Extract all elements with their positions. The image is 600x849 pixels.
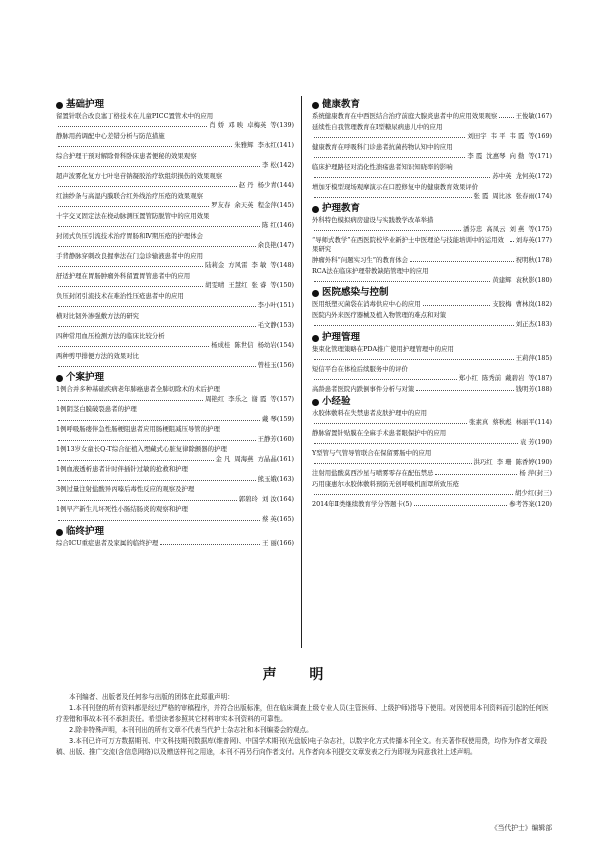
entry-title: 负压封闭引流技术在难治性压疮患者中的应用 [56,292,184,300]
entry-meta [56,495,294,504]
toc-entry[interactable] [56,132,294,150]
entry-meta [56,395,294,404]
toc-entry[interactable] [56,465,294,483]
entry-page: (114) [534,418,552,427]
entry-page: (154) [276,341,294,350]
toc-entry[interactable] [56,292,294,310]
entry-page: (160) [276,434,294,443]
entry-meta [312,418,552,427]
entry-authors: 熊玉娥 [257,474,277,483]
entry-meta [56,261,294,270]
entry-title: 1例阴茎白膜破裂患者的护理 [56,405,137,414]
entry-authors: 刘寿英 [515,236,535,245]
toc-entry[interactable] [312,112,552,121]
section-heading: 护理教育 [312,203,552,215]
entry-authors: 杨成桂 陈世信 杨幼岩 [211,341,277,350]
entry-title: 舒适护理在胃肠肿瘤外科留置胃管患者中的应用 [56,272,191,280]
declaration-paragraph: 本刊编者、出版者及任何参与出版的团体在此郑重声明： [69,693,234,701]
entry-authors: 黄建辉 袁秋影 [492,276,535,285]
entry-authors: 李 松 [261,161,277,170]
entry-meta [56,241,294,250]
entry-meta [56,321,294,330]
entry-authors: 郑小红 陈秀前 戴碧岩 等 [458,373,535,382]
entry-authors: 刘田宇 韦 平 韦 霞 等 [467,132,535,140]
leader-dots [58,520,260,521]
leader-dots [58,366,256,367]
entry-title: 医院内外来医疗器械及植入物管理的难点和对策 [312,311,447,320]
entry-authors: 金 凡 周海燕 方晶晶 [215,454,277,463]
entry-authors: 苏中英 龙何英 [492,172,535,180]
entry-meta [56,361,294,370]
entry-authors: 余良艳 [257,241,277,250]
entry-meta [312,276,552,285]
leader-dots [314,379,457,380]
entry-title: 1例合并多种基础疾病老年肺癌患者全肺切除术的术后护理 [56,385,220,394]
leader-dots [58,306,256,307]
entry-page: (封三) [534,488,552,497]
entry-title: 延续性自我管理教育在I型糖尿病患儿中的应用 [312,122,443,131]
entry-authors: 胡雯晴 王慧红 张 睿 等 [205,281,277,290]
leader-dots [314,325,514,326]
entry-title: 十字交叉固定法在桡动脉测压置管防脱管中的应用效果 [56,212,210,220]
entry-meta [312,192,552,201]
entry-title: 2014年Ⅱ类继续教育学分答题卡(5) [312,499,412,508]
entry-authors: 李 霞 沈惠琴 向 勤 等 [467,152,535,160]
entry-authors: 杨 萍 [519,468,535,477]
entry-title: RCA法在临床护理带教缺陷管理中的应用 [312,267,429,275]
entry-page: (161) [276,454,294,463]
leader-dots [314,197,472,198]
entry-authors: 王 丽 [261,538,277,547]
leader-dots [414,505,507,506]
declaration-paragraph: 1.本刊刊登的所有资料都是经过严格的审稿程序，并符合出版标准，但在临床调查上级专业人员(主管医师、上级护师)指导下使用。对因使用本刊资料而引起的任何医疗差错和事故本刊不承担责任。希望读者参照其它材料审实本刊资料的可靠性。 [56,704,549,723]
leader-dots [58,500,237,501]
entry-title: 综合ICU重症患者及家属的临终护理 [56,538,159,547]
entry-meta [56,455,294,464]
entry-authors: 赵 丹 杨少青 [238,181,277,190]
entry-page: (187) [534,373,552,382]
entry-authors: 王莉萍 [515,353,535,362]
entry-meta [312,236,552,254]
entry-authors: 胡少红 [515,488,535,497]
section-heading: 健康教育 [312,99,552,111]
entry-meta [56,301,294,310]
toc-entry[interactable] [56,152,294,170]
entry-meta [312,438,552,447]
entry-page: (封三) [534,468,552,477]
leader-dots [510,241,514,242]
toc-entry[interactable] [312,449,552,467]
entry-page: (183) [534,320,552,329]
toc-entry[interactable] [312,143,552,161]
leader-dots [58,480,256,481]
entry-meta [312,489,552,498]
entry-page: (120) [534,499,552,508]
entry-authors: 钱明芳 [515,384,535,393]
toc-entry[interactable] [312,409,552,427]
entry-page: (147) [276,241,294,250]
entry-page: (169) [534,132,552,140]
toc-entry[interactable] [56,312,294,330]
entry-title: 注射用盐酸莫西沙星与喷雾零存在配伍禁忌 [312,468,434,477]
toc-entry[interactable] [56,212,294,230]
entry-meta [56,181,294,190]
toc-entry[interactable] [312,183,552,201]
entry-authors: 李小叶 [257,301,277,310]
entry-page: (172) [534,172,552,180]
toc-entry[interactable] [56,192,294,210]
toc-left-column [56,97,294,550]
toc-entry[interactable] [56,252,294,270]
entry-meta [312,320,552,329]
leader-dots [314,423,467,424]
toc-entry[interactable] [312,236,552,254]
leader-dots [410,261,514,262]
entry-title: 红油纱条与高湿内膜联合红外线治疗压疮的效果观察 [56,192,203,200]
entry-title: 1例早产新生儿坏死性小肠结肠炎的观察和护理 [56,505,188,514]
entry-title: 短信平台在体检后续服务中的评价 [312,364,408,373]
section-heading: 小经验 [312,396,552,408]
entry-page: (167) [534,112,552,120]
entry-meta [56,515,294,524]
entry-title: 两种剪甲排便方法的效果对比 [56,352,140,360]
entry-authors: 蔡 英 [261,514,277,523]
entry-title: 医用纸塑灭菌袋在消毒供应中心的应用 [312,300,421,309]
entry-meta [56,141,294,150]
entry-authors: 陈 红 [261,221,277,230]
entry-title: 静脉留置针贴膜在全麻手术患者眼保护中的应用 [312,428,447,437]
leader-dots [58,326,256,327]
entry-authors: 潘芬忠 高凤云 刘 燕 等 [463,225,535,234]
toc-entry[interactable] [56,425,294,443]
entry-authors: 洪巧红 李 珊 陈香婷 [473,458,535,467]
entry-authors: 参考答案 [509,499,535,508]
entry-title: 外科特色模拟病房建设与实践教学改革举措 [312,216,434,225]
entry-meta [56,161,294,170]
entry-authors: 祝明秋 [515,256,535,265]
entry-authors: 曾桂玉 [257,361,277,370]
entry-page: (185) [534,353,552,362]
entry-meta [56,281,294,290]
leader-dots [435,474,517,475]
entry-meta [56,221,294,230]
entry-authors: 罗友春 余天英 程金萍 [211,201,277,210]
entry-title: 3例过量注射盐酸异丙嗪后毒性反应的观察及护理 [56,485,195,494]
leader-dots [58,440,256,441]
entry-page: (182) [534,300,552,309]
entry-page: (175) [534,225,552,234]
entry-title: 肿瘤外科“问题实习生”的教育体会 [312,256,409,265]
entry-page: (157) [276,394,294,403]
leader-dots [314,281,490,282]
entry-page: (174) [534,192,552,200]
entry-page: (180) [534,276,552,285]
section-heading: 基础护理 [56,99,294,111]
leader-dots [58,146,232,147]
entry-meta [312,385,552,394]
entry-meta [312,374,552,383]
entry-authors: 朱雅辉 李永红 [234,141,277,150]
toc-entry[interactable] [56,405,294,423]
entry-page: (190) [534,458,552,467]
entry-page: (164) [276,494,294,503]
entry-title: “导师式教学”在西医院校毕业新护士中医理论与技能培训中的运用效果研究 [312,236,504,254]
toc-entry[interactable] [312,365,552,383]
leader-dots [58,246,256,247]
entry-meta [312,500,552,509]
toc-entry[interactable] [312,267,552,285]
toc-entry[interactable] [312,163,552,181]
leader-dots [58,460,214,461]
entry-page: (142) [276,161,294,170]
toc-right-column [312,97,552,510]
entry-title: 巧用康惠尔水胶体敷料预防无创呼吸机面罩所致压疮 [312,479,459,488]
leader-dots [58,420,260,421]
entry-meta [312,112,552,121]
toc-entry[interactable] [312,480,552,498]
entry-title: 手背静脉穿刺改良握拳法在门急诊输液患者中的应用 [56,252,203,260]
entry-page: (151) [276,301,294,310]
entry-title: 超声波雾化复方七叶皂苷钠凝胶治疗软组织损伤的效果观察 [56,172,223,180]
leader-dots [499,117,513,118]
declaration-body [56,692,552,758]
entry-title: 1例13岁女童长Q-T综合征植入埋藏式心脏复律除颤器的护理 [56,445,227,454]
declaration-title: 声 明 [262,667,338,683]
leader-dots [58,346,209,347]
entry-title: 留置针联合改良塞丁格技术在儿童PICC置管术中的应用 [56,112,214,120]
entry-page: (178) [534,256,552,265]
leader-dots [58,400,203,401]
leader-dots [314,359,514,360]
entry-title: 封闭式负压引流技术治疗胃肠和Ⅳ期压疮的护理体会 [56,232,203,240]
toc-entry[interactable] [312,345,552,363]
leader-dots [314,137,465,138]
leader-dots [58,166,260,167]
leader-dots [423,305,491,306]
entry-title: 临床护理路径对消化性溃疡患者知识知晓率的影响 [312,162,453,171]
entry-authors: 刘正杰 [515,320,535,329]
entry-authors: 袁 芳 [519,438,535,447]
entry-page: (165) [276,514,294,523]
entry-page: (171) [534,152,552,160]
leader-dots [160,544,260,545]
entry-title: 高龄患者医院内跌倒事件分析与对策 [312,384,415,393]
section-heading: 临终护理 [56,526,294,538]
entry-page: (144) [276,181,294,190]
entry-meta [312,172,552,181]
toc-entry[interactable] [56,232,294,250]
section-heading: 个案护理 [56,372,294,384]
entry-meta [312,256,552,265]
entry-title: 1例血液透析患者计时伴插针过敏的抢救和护理 [56,465,188,474]
section-heading: 医院感染与控制 [312,287,552,299]
entry-title: 增加牙模型现场观摩演示在口腔修复中的健康教育效果评价 [312,182,479,191]
leader-dots [58,126,207,127]
entry-authors: 支胶梅 曹林岚 [492,300,535,309]
leader-dots [314,230,461,231]
leader-dots [58,286,203,287]
entry-page: (139) [276,121,294,130]
toc-entry[interactable] [312,300,552,309]
toc-entry[interactable] [56,332,294,350]
entry-title: 横对比韧外渗强敷方法的研究 [56,312,140,320]
entry-title: 1例呼吸肠瘘伴急性肠梗阻患者应用肠梗阻减压导管的护理 [56,425,220,434]
entry-authors: 毛文静 [257,321,277,330]
entry-meta [56,415,294,424]
entry-page: (153) [276,321,294,330]
entry-meta [312,469,552,478]
entry-authors: 王静芳 [257,434,277,443]
entry-authors: 张素真 蔡秋彪 林丽平 [469,418,535,427]
toc-entry[interactable] [56,112,294,130]
entry-title: 静脉用药调配中心差错分析与防范措施 [56,132,165,140]
entry-meta [312,225,552,234]
toc-entry[interactable] [312,256,552,265]
toc-entry[interactable] [56,539,294,548]
entry-title: 四种常用血压检测方法的临床比较分析 [56,332,165,340]
entry-meta [56,435,294,444]
entry-authors: 陆莉金 方风雷 李 敏 等 [205,261,277,270]
entry-page: (163) [276,474,294,483]
entry-authors: 郭碧玲 刘 汝 [238,494,277,503]
entry-meta [56,201,294,210]
entry-page: (150) [276,281,294,290]
entry-meta [312,300,552,309]
leader-dots [314,463,472,464]
toc-entry[interactable] [312,311,552,329]
leader-dots [58,226,260,227]
leader-dots [416,390,513,391]
entry-meta [56,121,294,130]
entry-page: (190) [534,438,552,447]
declaration-paragraph: 2.除非特殊声明，本刊刊出的所有文章不代表当代护士杂志社和本刊编委会的观点。 [69,726,313,734]
entry-title: 健康教育在呼吸科门诊患者抗菌药物认知中的应用 [312,142,453,151]
entry-meta [312,152,552,161]
entry-title: 综合护理干预对解除骨科卧床患者便秘的效果观察 [56,152,197,160]
entry-title: Y型管与气管导管联合在保留雾肠中的应用 [312,448,432,457]
entry-meta [56,475,294,484]
toc-entry[interactable] [56,485,294,503]
toc-entry[interactable] [56,385,294,403]
toc-entry[interactable] [312,469,552,478]
toc-entry[interactable] [312,123,552,141]
entry-authors: 张 霞 周比冰 张春雨 [473,192,535,200]
toc-entry[interactable] [312,500,552,509]
toc-entry[interactable] [56,352,294,370]
entry-page: (166) [276,538,294,547]
entry-meta [312,354,552,363]
declaration-paragraph: 3.本刊已许可万方数据期刊、中文科技期刊数据库(维普网)、中国学术期刊(光盘版)电子杂志社，以数字化方式传播本刊全文。有关著作权使用费，均作为作者文章投稿、出版、推广交流(含信息网络)以及赠送样刊之用途，本刊不再另行向作者支付。凡作者向本刊提交文章发表之行为即视为同意我社上述声明。 [56,737,548,756]
leader-dots [314,494,513,495]
column-divider [301,96,302,648]
entry-page: (156) [276,361,294,370]
entry-meta [56,341,294,350]
entry-page: (188) [534,384,552,393]
entry-title: 集束化管理策略在PDA推广使用护理管理中的应用 [312,344,454,353]
entry-title: 水胶体敷料在失禁患者皮肤护理中的应用 [312,408,428,417]
entry-page: (159) [276,414,294,423]
leader-dots [314,443,518,444]
entry-meta [312,458,552,467]
leader-dots [58,186,237,187]
entry-page: (146) [276,221,294,230]
toc-entry[interactable] [56,445,294,463]
entry-meta [56,539,294,548]
entry-title: 系统健康教育在中西医结合治疗前庭大腺炎患者中的应用效果观察 [312,112,498,120]
toc-entry[interactable] [56,505,294,523]
leader-dots [58,266,203,267]
declaration-signature: 《当代护士》编辑部 [490,824,552,832]
entry-authors: 周艳红 李乐之 谢 霞 等 [205,394,277,403]
entry-meta [312,132,552,141]
toc-entry[interactable] [312,429,552,447]
leader-dots [314,177,490,178]
entry-authors: 王俊敏 [515,112,535,120]
toc-entry[interactable] [56,272,294,290]
entry-authors: 肖 娇 邓 映 卓梅英 等 [209,121,277,130]
entry-page: (145) [276,201,294,210]
entry-page: (177) [534,236,552,245]
entry-page: (148) [276,261,294,270]
leader-dots [314,157,465,158]
toc-entry[interactable] [312,216,552,234]
entry-page: (141) [276,141,294,150]
entry-authors: 戴 琴 [261,414,277,423]
toc-entry[interactable] [312,385,552,394]
toc-entry[interactable] [56,172,294,190]
section-heading: 护理管理 [312,332,552,344]
leader-dots [58,206,209,207]
